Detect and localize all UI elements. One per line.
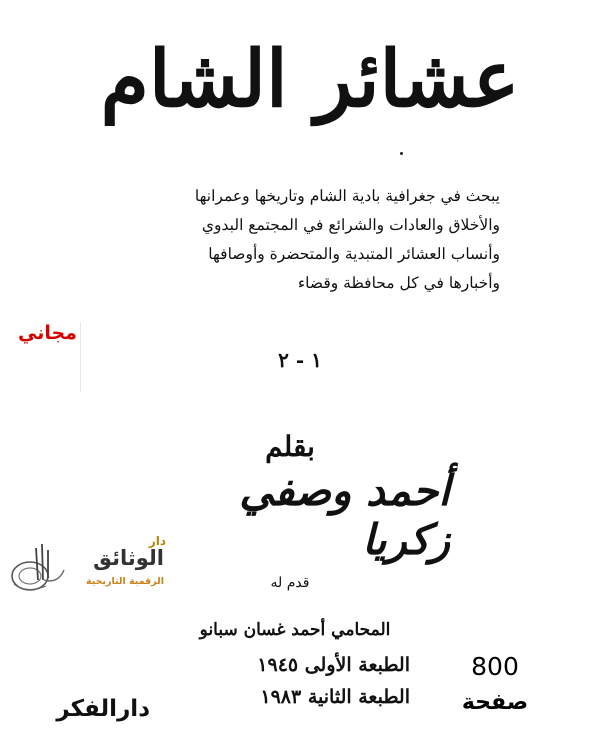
description-line: وأخبارها في كل محافظة وقضاء — [297, 274, 500, 292]
logo-subtitle: الرقمية التاريخية — [85, 576, 164, 587]
watermark-logo — [6, 520, 166, 602]
description-line: وأنساب العشائر المتبدية والمتحضرة وأوصافها — [208, 245, 500, 263]
author-name: أحمد وصفي زكريا — [239, 466, 450, 564]
description-line: والأخلاق والعادات والشرائع في المجتمع البدوي — [201, 216, 500, 234]
presenter-name: المحامي أحمد غسان سبانو — [199, 620, 391, 640]
page-count-label: صفحة — [461, 690, 529, 715]
free-badge: مجاني — [18, 322, 81, 392]
publisher-name: دارالفكر — [56, 696, 150, 722]
tughra-seal-icon — [6, 540, 66, 596]
introduction-label: قدم له — [270, 575, 310, 591]
edition-line: الطبعة الأولى ١٩٤٥ — [257, 654, 410, 676]
page-count: 800 — [471, 652, 519, 681]
book-title: عشائر الشام — [100, 34, 520, 125]
edition-line: الطبعة الثانية ١٩٨٣ — [260, 686, 410, 708]
description-line: يبحث في جغرافية بادية الشام وتاريخها وعمرانها — [194, 187, 500, 205]
logo-name: الوثائق — [93, 546, 164, 570]
title-ornament-dot — [400, 152, 403, 155]
author-prefix: بقلم — [265, 430, 315, 463]
book-description — [80, 182, 500, 298]
logo-dar: دار — [148, 534, 166, 548]
volume-number: ١ - ٢ — [278, 348, 322, 372]
